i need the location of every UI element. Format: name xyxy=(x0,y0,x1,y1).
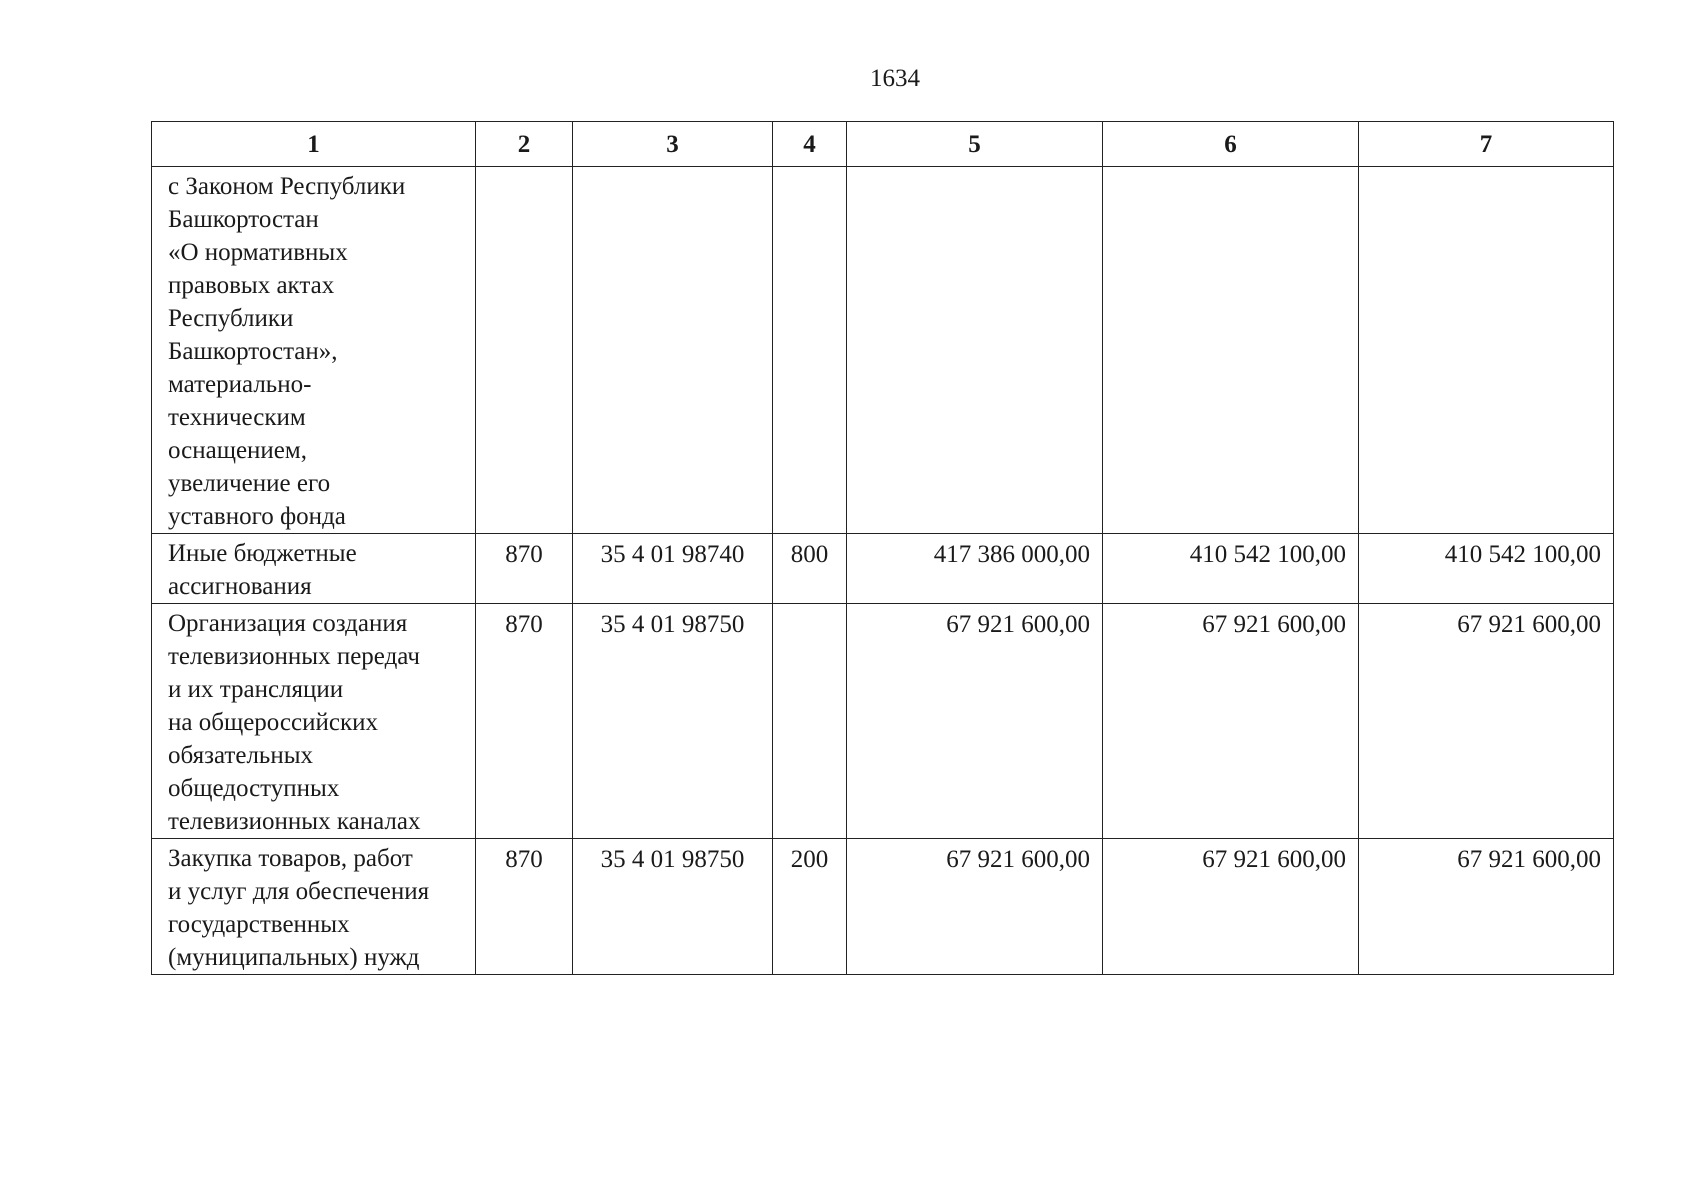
row-amount-6: 410 542 100,00 xyxy=(1103,534,1359,604)
row-amount-6 xyxy=(1103,167,1359,534)
row-name-line: уставного фонда xyxy=(168,503,346,530)
row-name-line: Республики xyxy=(168,305,294,332)
row-name-line: общедоступных xyxy=(168,775,340,802)
row-target-code: 35 4 01 98750 xyxy=(573,839,773,975)
header-col-7: 7 xyxy=(1359,122,1614,167)
row-name-cell xyxy=(152,167,476,534)
row-expense-type xyxy=(773,604,847,839)
header-col-2: 2 xyxy=(476,122,573,167)
row-target-code: 35 4 01 98740 xyxy=(573,534,773,604)
row-ministry-code: 870 xyxy=(476,534,573,604)
row-amount-7: 410 542 100,00 xyxy=(1359,534,1614,604)
row-name-line: увеличение его xyxy=(168,470,331,497)
row-ministry-code: 870 xyxy=(476,839,573,975)
row-amount-6: 67 921 600,00 xyxy=(1103,604,1359,839)
table-row xyxy=(152,534,1614,604)
row-name-line: обязательных xyxy=(168,742,313,769)
row-name-line: Башкортостан xyxy=(168,206,319,233)
header-col-1: 1 xyxy=(152,122,476,167)
row-name-line: оснащением, xyxy=(168,437,307,464)
row-target-code: 35 4 01 98750 xyxy=(573,604,773,839)
header-row xyxy=(152,122,1614,167)
header-col-5: 5 xyxy=(847,122,1103,167)
row-amount-7 xyxy=(1359,167,1614,534)
row-expense-type xyxy=(773,167,847,534)
header-col-4: 4 xyxy=(773,122,847,167)
row-amount-5: 67 921 600,00 xyxy=(847,839,1103,975)
row-amount-5 xyxy=(847,167,1103,534)
row-amount-5: 417 386 000,00 xyxy=(847,534,1103,604)
row-amount-7: 67 921 600,00 xyxy=(1359,604,1614,839)
row-target-code xyxy=(573,167,773,534)
row-name-line: Закупка товаров, работ xyxy=(168,845,413,872)
row-name-line: правовых актах xyxy=(168,272,335,299)
row-amount-6: 67 921 600,00 xyxy=(1103,839,1359,975)
row-name-line: Организация создания xyxy=(168,610,408,637)
row-name-line: техническим xyxy=(168,404,306,431)
row-name-line: (муниципальных) нужд xyxy=(168,944,420,971)
row-name-line: на общероссийских xyxy=(168,709,378,736)
row-amount-5: 67 921 600,00 xyxy=(847,604,1103,839)
row-expense-type: 800 xyxy=(773,534,847,604)
row-name-line: и их трансляции xyxy=(168,676,344,703)
row-amount-7: 67 921 600,00 xyxy=(1359,839,1614,975)
row-name-cell xyxy=(152,534,476,604)
row-name-line: телевизионных каналах xyxy=(168,808,421,835)
row-name-line: с Законом Республики xyxy=(168,173,406,200)
row-name-line: и услуг для обеспечения xyxy=(168,878,430,905)
row-name-cell xyxy=(152,604,476,839)
row-name-line: государственных xyxy=(168,911,350,938)
row-ministry-code xyxy=(476,167,573,534)
budget-table xyxy=(151,121,1614,975)
table-row xyxy=(152,167,1614,534)
row-name-line: ассигнования xyxy=(168,573,312,600)
page-number: 1634 xyxy=(870,65,920,92)
row-ministry-code: 870 xyxy=(476,604,573,839)
row-name-line: «О нормативных xyxy=(168,239,348,266)
table-row xyxy=(152,604,1614,839)
header-col-3: 3 xyxy=(573,122,773,167)
row-name-line: Иные бюджетные xyxy=(168,540,357,567)
table-row xyxy=(152,839,1614,975)
row-name-line: материально- xyxy=(168,371,312,398)
row-expense-type: 200 xyxy=(773,839,847,975)
row-name-line: Башкортостан», xyxy=(168,338,338,365)
row-name-line: телевизионных передач xyxy=(168,643,420,670)
row-name-cell xyxy=(152,839,476,975)
header-col-6: 6 xyxy=(1103,122,1359,167)
